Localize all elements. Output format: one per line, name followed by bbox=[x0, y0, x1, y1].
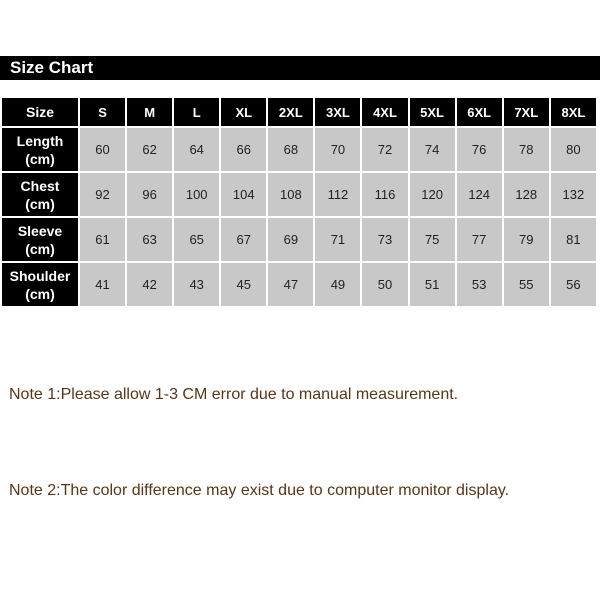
header-cell: M bbox=[127, 98, 172, 126]
table-cell: 56 bbox=[551, 263, 596, 306]
row-label bbox=[2, 263, 78, 306]
table-row bbox=[2, 173, 596, 216]
header-cell: 7XL bbox=[504, 98, 549, 126]
table-cell: 55 bbox=[504, 263, 549, 306]
table-cell: 66 bbox=[221, 128, 266, 171]
table-cell: 120 bbox=[410, 173, 455, 216]
table-cell: 100 bbox=[174, 173, 219, 216]
header-cell: 2XL bbox=[268, 98, 313, 126]
table-cell: 92 bbox=[80, 173, 125, 216]
table-cell: 67 bbox=[221, 218, 266, 261]
table-header-row bbox=[2, 98, 596, 126]
table-cell: 49 bbox=[315, 263, 360, 306]
row-label bbox=[2, 173, 78, 216]
row-label-unit: (cm) bbox=[25, 150, 55, 167]
table-cell: 73 bbox=[362, 218, 407, 261]
table-cell: 78 bbox=[504, 128, 549, 171]
table-cell: 71 bbox=[315, 218, 360, 261]
table-cell: 63 bbox=[127, 218, 172, 261]
table-cell: 61 bbox=[80, 218, 125, 261]
table-cell: 96 bbox=[127, 173, 172, 216]
table-cell: 132 bbox=[551, 173, 596, 216]
row-label-unit: (cm) bbox=[25, 285, 55, 302]
table-cell: 104 bbox=[221, 173, 266, 216]
table-cell: 70 bbox=[315, 128, 360, 171]
header-cell: 5XL bbox=[410, 98, 455, 126]
header-cell: 6XL bbox=[457, 98, 502, 126]
table-cell: 124 bbox=[457, 173, 502, 216]
table-cell: 43 bbox=[174, 263, 219, 306]
table-cell: 76 bbox=[457, 128, 502, 171]
table-cell: 42 bbox=[127, 263, 172, 306]
header-cell: XL bbox=[221, 98, 266, 126]
table-cell: 72 bbox=[362, 128, 407, 171]
row-label-name: Sleeve bbox=[17, 222, 63, 239]
table-cell: 116 bbox=[362, 173, 407, 216]
header-cell: L bbox=[174, 98, 219, 126]
header-cell: 4XL bbox=[362, 98, 407, 126]
table-cell: 79 bbox=[504, 218, 549, 261]
header-cell: S bbox=[80, 98, 125, 126]
table-cell: 75 bbox=[410, 218, 455, 261]
row-label-unit: (cm) bbox=[25, 240, 55, 257]
table-cell: 62 bbox=[127, 128, 172, 171]
table-row bbox=[2, 218, 596, 261]
note-measurement-error: Note 1:Please allow 1-3 CM error due to manual measurement. bbox=[9, 386, 459, 403]
header-cell: 8XL bbox=[551, 98, 596, 126]
header-cell: Size bbox=[2, 98, 78, 126]
table-cell: 74 bbox=[410, 128, 455, 171]
table-cell: 81 bbox=[551, 218, 596, 261]
row-label bbox=[2, 218, 78, 261]
table-cell: 45 bbox=[221, 263, 266, 306]
table-cell: 80 bbox=[551, 128, 596, 171]
note-color-difference: Note 2:The color difference may exist due to computer monitor display. bbox=[9, 482, 510, 499]
table-cell: 50 bbox=[362, 263, 407, 306]
size-chart-title: Size Chart bbox=[0, 56, 600, 80]
table-cell: 65 bbox=[174, 218, 219, 261]
row-label-name: Length bbox=[16, 132, 64, 149]
table-cell: 69 bbox=[268, 218, 313, 261]
size-table bbox=[0, 96, 598, 308]
row-label-unit: (cm) bbox=[25, 195, 55, 212]
table-cell: 41 bbox=[80, 263, 125, 306]
table-cell: 51 bbox=[410, 263, 455, 306]
table-cell: 47 bbox=[268, 263, 313, 306]
row-label-name: Chest bbox=[20, 177, 60, 194]
table-cell: 108 bbox=[268, 173, 313, 216]
table-row bbox=[2, 128, 596, 171]
header-cell: 3XL bbox=[315, 98, 360, 126]
table-cell: 128 bbox=[504, 173, 549, 216]
table-cell: 60 bbox=[80, 128, 125, 171]
table-cell: 112 bbox=[315, 173, 360, 216]
row-label bbox=[2, 128, 78, 171]
table-cell: 68 bbox=[268, 128, 313, 171]
table-cell: 64 bbox=[174, 128, 219, 171]
table-cell: 53 bbox=[457, 263, 502, 306]
row-label-name: Shoulder bbox=[9, 267, 71, 284]
table-cell: 77 bbox=[457, 218, 502, 261]
table-row bbox=[2, 263, 596, 306]
